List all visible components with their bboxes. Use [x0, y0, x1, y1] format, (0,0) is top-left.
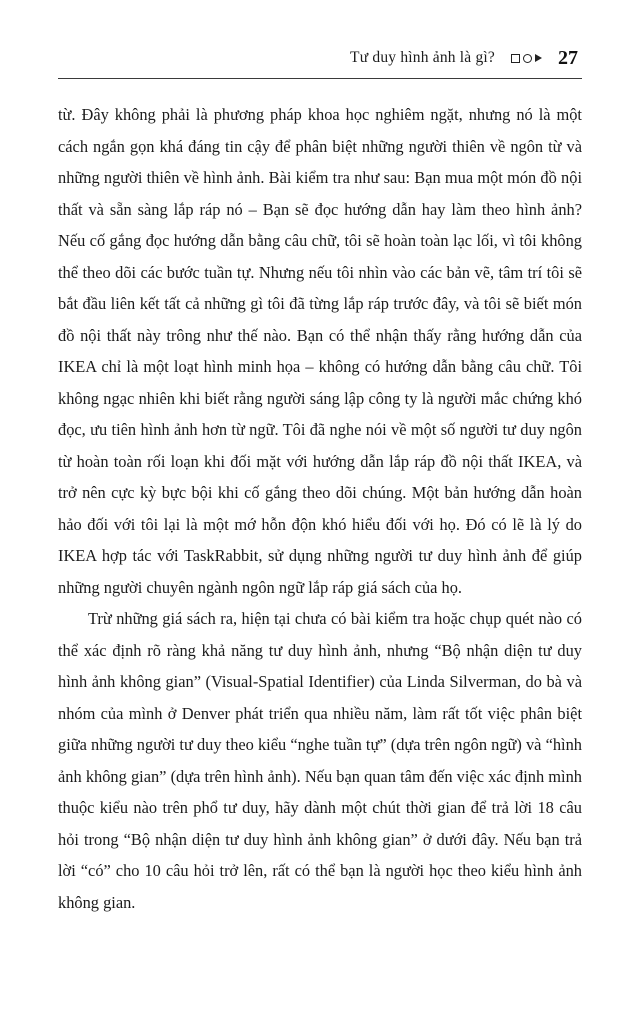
paragraph: Trừ những giá sách ra, hiện tại chưa có bài kiểm tra hoặc chụp quét nào có thể xác định rõ ràng khả năng tư duy hình ảnh, nhưng “Bộ nhận diện tư duy hình ảnh không gian” (Visual-Spatial Identifier) của Linda Silverman, do bà và nhóm của mình ở Denver phát triển qua nhiều năm, làm rất tốt việc phân biệt giữa những người tư duy theo kiểu “nghe tuần tự” (dựa trên ngôn ngữ) và “hình ảnh không gian” (dựa trên hình ảnh). Nếu bạn quan tâm đến việc xác định mình thuộc kiểu nào trên phổ tư duy, hãy dành một chút thời gian để trả lời 18 câu hỏi trong “Bộ nhận diện tư duy hình ảnh không gian” ở dưới đây. Nếu bạn trả lời “có” cho 10 câu hỏi trở lên, rất có thể bạn là người học theo kiểu hình ảnh không gian.: [58, 609, 582, 912]
body-text: [58, 99, 582, 918]
header-ornament: [511, 54, 542, 63]
running-head: [58, 44, 582, 72]
page-number: 27: [558, 46, 578, 69]
header-rule: [58, 78, 582, 79]
circle-icon: [523, 54, 532, 63]
triangle-right-icon: [535, 54, 542, 62]
square-icon: [511, 54, 520, 63]
chapter-title: Tư duy hình ảnh là gì?: [350, 49, 495, 66]
paragraph: từ. Đây không phải là phương pháp khoa học nghiêm ngặt, nhưng nó là một cách ngắn gọn khá đáng tin cậy để phân biệt những người thiên về ngôn từ và những người thiên về hình ảnh. Bài kiểm tra như sau: Bạn mua một món đồ nội thất và sẵn sàng lắp ráp nó – Bạn sẽ đọc hướng dẫn hay làm theo hình ảnh? Nếu cố gắng đọc hướng dẫn bằng câu chữ, tôi sẽ hoàn toàn lạc lối, vì tôi không thể theo dõi các bước tuần tự. Nhưng nếu tôi nhìn vào các bản vẽ, tâm trí tôi sẽ bắt đầu liên kết tất cả những gì tôi đã từng lắp ráp trước đây, và tôi sẽ biết món đồ nội thất này trông như thế nào. Bạn có thể nhận thấy rằng hướng dẫn của IKEA chỉ là một loạt hình minh họa – không có hướng dẫn bằng câu chữ. Tôi không ngạc nhiên khi biết rằng người sáng lập công ty là người mắc chứng khó đọc, ưu tiên hình ảnh hơn từ ngữ. Tôi đã nghe nói về một số người tư duy ngôn từ hoàn toàn rối loạn khi đối mặt với hướng dẫn lắp ráp đồ nội thất IKEA, và trở nên cực kỳ bực bội khi cố gắng theo dõi chúng. Một bản hướng dẫn hoàn hảo đối với tôi lại là một mớ hỗn độn khó hiểu đối với họ. Đó có lẽ là lý do IKEA hợp tác với TaskRabbit, sử dụng những người tư duy hình ảnh để giúp những người chuyên ngành ngôn ngữ lắp ráp giá sách của họ.: [58, 105, 582, 597]
